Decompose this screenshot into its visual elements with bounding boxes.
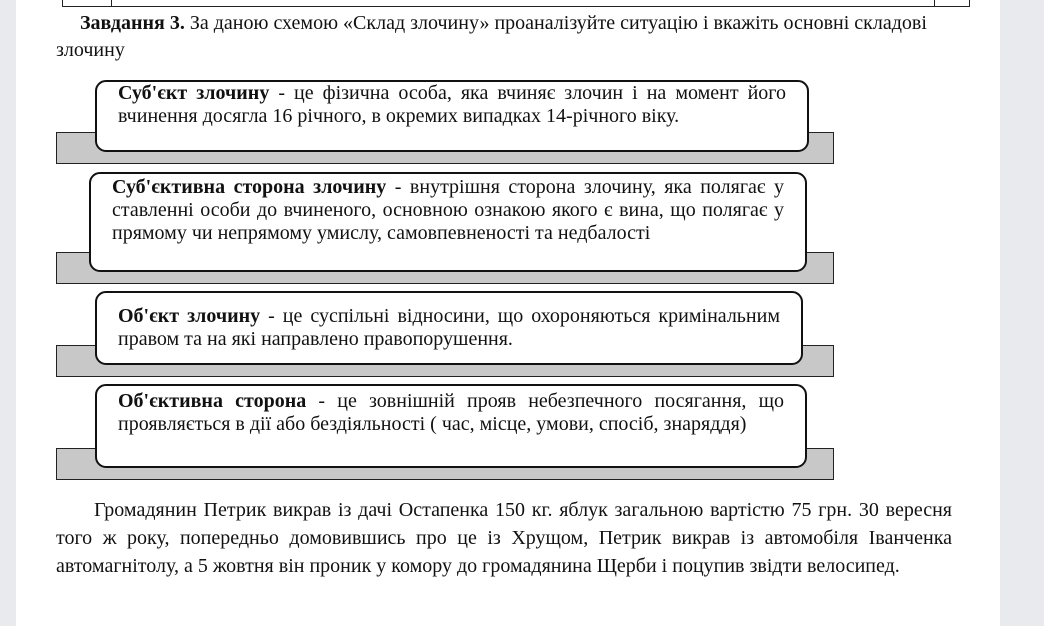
task-heading [56, 10, 936, 64]
block-definition: - внутрішня сторона злочину, яка полягає у ставленні особи до вчиненого, основною ознакою якого є вина, що полягає у прямому чи непрямому умислу, самовпевненості та недбалості [112, 176, 784, 244]
block-box [95, 80, 809, 152]
block-term: Об'єкт злочину [118, 305, 261, 327]
situation-text: Громадянин Петрик викрав із дачі Остапенка 150 кг. яблук загальною вартістю 75 грн. 30 вересня того ж року, попередньо домовившись про це із Хрущом, Петрик викрав із автомобіля Іванченка автомагнітолу, а 5 жовтня він проник у комору до громадянина Щерби і поцупив звідти велосипед. [56, 499, 952, 577]
scheme-block-subject [56, 80, 834, 164]
table-cell [934, 0, 969, 6]
block-box [89, 172, 807, 272]
block-term: Суб'єктивна сторона злочину [112, 176, 387, 198]
block-definition: - це фізична особа, яка вчиняє злочин і на момент його вчинення досягла 16 річного, в окремих випадках 14-річного віку. [118, 82, 786, 127]
block-definition: - це зовнішній прояв небезпечного посягання, що проявляється в дії або бездіяльності ( час, місце, умови, спосіб, знаряддя) [118, 390, 784, 435]
table-cell [63, 0, 112, 6]
task-text: За даною схемою «Склад злочину» проаналізуйте ситуацію і вкажіть основні складові злочину [56, 12, 927, 61]
scheme-block-object [56, 291, 834, 377]
task-label: Завдання 3. [80, 12, 185, 34]
document-page [16, 0, 1000, 626]
block-term: Об'єктивна сторона [118, 390, 307, 412]
scheme-block-objective-side [56, 384, 834, 480]
block-term: Суб'єкт злочину [118, 82, 270, 104]
block-box [95, 384, 807, 468]
viewer-background [1000, 0, 1044, 626]
scheme-block-subjective-side [56, 172, 834, 284]
block-box [95, 291, 803, 365]
situation-paragraph [56, 496, 952, 580]
block-definition: - це суспільні відносини, що охороняються кримінальним правом та на які направлено правопорушення. [118, 305, 780, 350]
previous-table-remnant [62, 0, 970, 7]
table-cell-text [125, 0, 524, 2]
